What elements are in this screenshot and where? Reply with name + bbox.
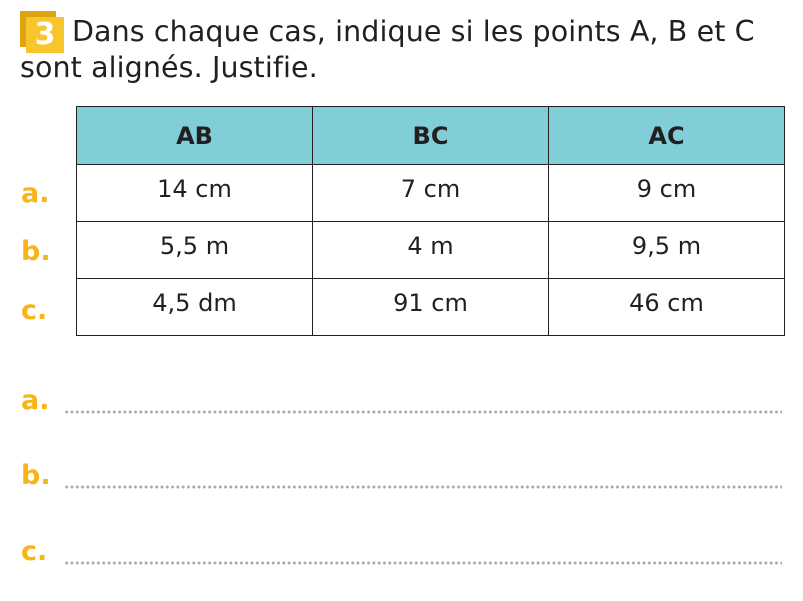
cell-a-ab: 14 cm bbox=[77, 165, 313, 222]
header-bc: BC bbox=[313, 107, 549, 165]
cell-a-ac: 9 cm bbox=[549, 165, 785, 222]
table-row bbox=[77, 279, 785, 336]
answer-line-c[interactable] bbox=[20, 537, 782, 569]
header-ab: AB bbox=[77, 107, 313, 165]
cell-b-ab: 5,5 m bbox=[77, 222, 313, 279]
answer-line-b[interactable] bbox=[20, 461, 782, 493]
row-letter-c: c. bbox=[21, 295, 48, 326]
exercise-instruction: Dans chaque cas, indique si les points A, B et C sont alignés. Justifie. bbox=[20, 15, 755, 84]
table-row bbox=[77, 165, 785, 222]
exercise-number: 3 bbox=[26, 17, 64, 53]
answer-letter-a: a. bbox=[21, 385, 50, 416]
answer-letter-b: b. bbox=[21, 460, 51, 491]
cell-b-bc: 4 m bbox=[313, 222, 549, 279]
cell-a-bc: 7 cm bbox=[313, 165, 549, 222]
header-ac: AC bbox=[549, 107, 785, 165]
row-letter-b: b. bbox=[21, 236, 51, 267]
answer-letter-c: c. bbox=[21, 536, 48, 567]
lengths-table bbox=[76, 106, 785, 336]
table-row bbox=[77, 222, 785, 279]
dotted-answer-line[interactable] bbox=[64, 410, 782, 414]
dotted-answer-line[interactable] bbox=[64, 561, 782, 565]
dotted-answer-line[interactable] bbox=[64, 485, 782, 489]
cell-c-ac: 46 cm bbox=[549, 279, 785, 336]
row-letter-a: a. bbox=[21, 178, 50, 209]
table-header-row bbox=[77, 107, 785, 165]
cell-c-bc: 91 cm bbox=[313, 279, 549, 336]
answer-line-a[interactable] bbox=[20, 386, 782, 418]
cell-c-ab: 4,5 dm bbox=[77, 279, 313, 336]
cell-b-ac: 9,5 m bbox=[549, 222, 785, 279]
